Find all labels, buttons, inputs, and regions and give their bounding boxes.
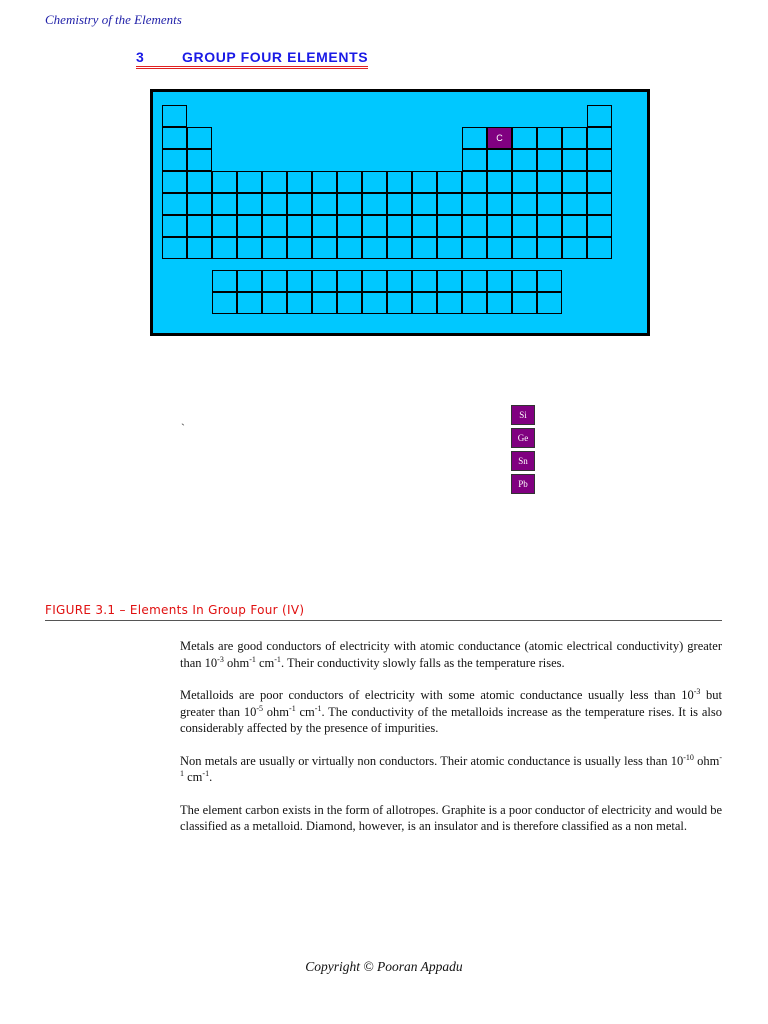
element-cell [462, 149, 487, 171]
element-cell [187, 149, 212, 171]
element-cell [187, 237, 212, 259]
element-cell [337, 171, 362, 193]
element-cell [562, 193, 587, 215]
element-cell [537, 193, 562, 215]
element-cell [162, 237, 187, 259]
element-cell [287, 193, 312, 215]
actinide-cell [237, 292, 262, 314]
element-cell [562, 237, 587, 259]
element-cell [587, 193, 612, 215]
element-cell [512, 127, 537, 149]
element-cell [237, 171, 262, 193]
lanthanide-cell [237, 270, 262, 292]
element-cell [262, 193, 287, 215]
periodic-table-figure [150, 89, 650, 336]
element-cell [362, 215, 387, 237]
actinide-cell [462, 292, 487, 314]
body-text [180, 638, 722, 851]
element-cell [462, 237, 487, 259]
actinide-cell [212, 292, 237, 314]
paragraph-metalloids: Metalloids are poor conductors of electricity with some atomic conductance usually less than $10^{-3}$ but greater than $10^{-5}$ ohm$^{-1}$ $cm^{-1}$. The conductivity of the metalloids increase as the temperature rises. It is also considerably affected by the presence of impurities. [180, 686, 722, 735]
element-cell [512, 193, 537, 215]
element-cell [462, 171, 487, 193]
element-cell [462, 193, 487, 215]
element-cell [487, 149, 512, 171]
element-cell [587, 171, 612, 193]
element-cell [537, 127, 562, 149]
element-cell [437, 171, 462, 193]
element-cell [187, 127, 212, 149]
actinide-cell [487, 292, 512, 314]
element-cell [587, 149, 612, 171]
element-cell [262, 215, 287, 237]
element-cell [262, 171, 287, 193]
element-cell [437, 215, 462, 237]
actinide-cell [312, 292, 337, 314]
element-cell [187, 215, 212, 237]
element-cell [387, 171, 412, 193]
element-cell [162, 149, 187, 171]
lanthanide-cell [537, 270, 562, 292]
element-si: Si [511, 405, 535, 425]
element-sn: Sn [511, 451, 535, 471]
element-cell [537, 237, 562, 259]
chapter-heading [136, 49, 368, 69]
element-cell [487, 171, 512, 193]
actinide-cell [437, 292, 462, 314]
paragraph-metals: Metals are good conductors of electricity with atomic conductance (atomic electrical conductivity) greater than $10^{-3}$ ohm$^{-1}$ $cm^{-1}$. Their conductivity slowly falls as the temperature rises. [180, 639, 722, 670]
element-cell [337, 215, 362, 237]
actinide-cell [337, 292, 362, 314]
lanthanide-cell [362, 270, 387, 292]
element-cell [212, 215, 237, 237]
element-ge: Ge [511, 428, 535, 448]
lanthanide-cell [462, 270, 487, 292]
lanthanide-cell [487, 270, 512, 292]
lanthanide-cell [312, 270, 337, 292]
element-cell [287, 215, 312, 237]
actinide-cell [287, 292, 312, 314]
element-cell [412, 193, 437, 215]
lanthanide-cell [212, 270, 237, 292]
element-cell [162, 127, 187, 149]
lanthanide-cell [337, 270, 362, 292]
actinide-cell [512, 292, 537, 314]
element-cell [437, 193, 462, 215]
element-cell [387, 237, 412, 259]
element-cell [462, 215, 487, 237]
element-cell [412, 237, 437, 259]
element-cell [512, 237, 537, 259]
lanthanide-cell [412, 270, 437, 292]
element-cell [587, 237, 612, 259]
actinide-cell [412, 292, 437, 314]
element-cell [212, 193, 237, 215]
paragraph-carbon: The element carbon exists in the form of allotropes. Graphite is a poor conductor of electricity and would be classified as a metalloid. Diamond, however, is an insulator and is therefore classified as a non metal. [180, 802, 722, 833]
element-cell [362, 171, 387, 193]
element-cell [287, 237, 312, 259]
element-cell [387, 215, 412, 237]
chapter-number: 3 [136, 49, 145, 65]
element-cell [337, 193, 362, 215]
lanthanide-cell [262, 270, 287, 292]
element-cell [162, 105, 187, 127]
element-cell [512, 215, 537, 237]
element-cell [537, 149, 562, 171]
element-cell [187, 171, 212, 193]
element-cell [562, 127, 587, 149]
element-cell [362, 193, 387, 215]
element-cell [262, 237, 287, 259]
element-cell [487, 193, 512, 215]
element-cell [562, 149, 587, 171]
lanthanide-cell [437, 270, 462, 292]
element-cell [312, 171, 337, 193]
lanthanide-cell [512, 270, 537, 292]
lanthanide-cell [387, 270, 412, 292]
element-cell [512, 149, 537, 171]
element-cell [312, 237, 337, 259]
stray-mark: ` [181, 421, 185, 435]
element-cell [462, 127, 487, 149]
element-cell [412, 171, 437, 193]
element-cell [562, 215, 587, 237]
element-cell [412, 215, 437, 237]
element-cell [237, 193, 262, 215]
element-cell [512, 171, 537, 193]
element-cell [212, 171, 237, 193]
element-cell [437, 237, 462, 259]
element-cell [587, 105, 612, 127]
copyright-footer: Copyright © Pooran Appadu [305, 959, 463, 974]
element-cell [562, 171, 587, 193]
element-cell [587, 215, 612, 237]
running-title: Chemistry of the Elements [45, 12, 182, 27]
element-cell [287, 171, 312, 193]
element-cell [537, 171, 562, 193]
lanthanide-cell [287, 270, 312, 292]
actinide-cell [362, 292, 387, 314]
element-cell [312, 215, 337, 237]
element-cell [537, 215, 562, 237]
element-cell [162, 193, 187, 215]
element-cell [212, 237, 237, 259]
element-cell [237, 215, 262, 237]
actinide-cell [262, 292, 287, 314]
chapter-title: GROUP FOUR ELEMENTS [182, 49, 369, 65]
element-cell [237, 237, 262, 259]
figure-caption: FIGURE 3.1 – Elements In Group Four (IV) [45, 603, 722, 621]
element-cell [387, 193, 412, 215]
actinide-cell [387, 292, 412, 314]
element-cell [362, 237, 387, 259]
element-cell [312, 193, 337, 215]
actinide-cell [537, 292, 562, 314]
element-pb: Pb [511, 474, 535, 494]
element-cell [487, 237, 512, 259]
element-cell [187, 193, 212, 215]
element-cell [337, 237, 362, 259]
element-cell [587, 127, 612, 149]
element-cell [162, 215, 187, 237]
paragraph-nonmetals: Non metals are usually or virtually non conductors. Their atomic conductance is usually less than $10^{-10}$ ohm$^{-1}$ $cm^{-1}$. [180, 752, 722, 784]
element-cell [487, 215, 512, 237]
element-cell [162, 171, 187, 193]
carbon-cell: C [487, 127, 512, 149]
